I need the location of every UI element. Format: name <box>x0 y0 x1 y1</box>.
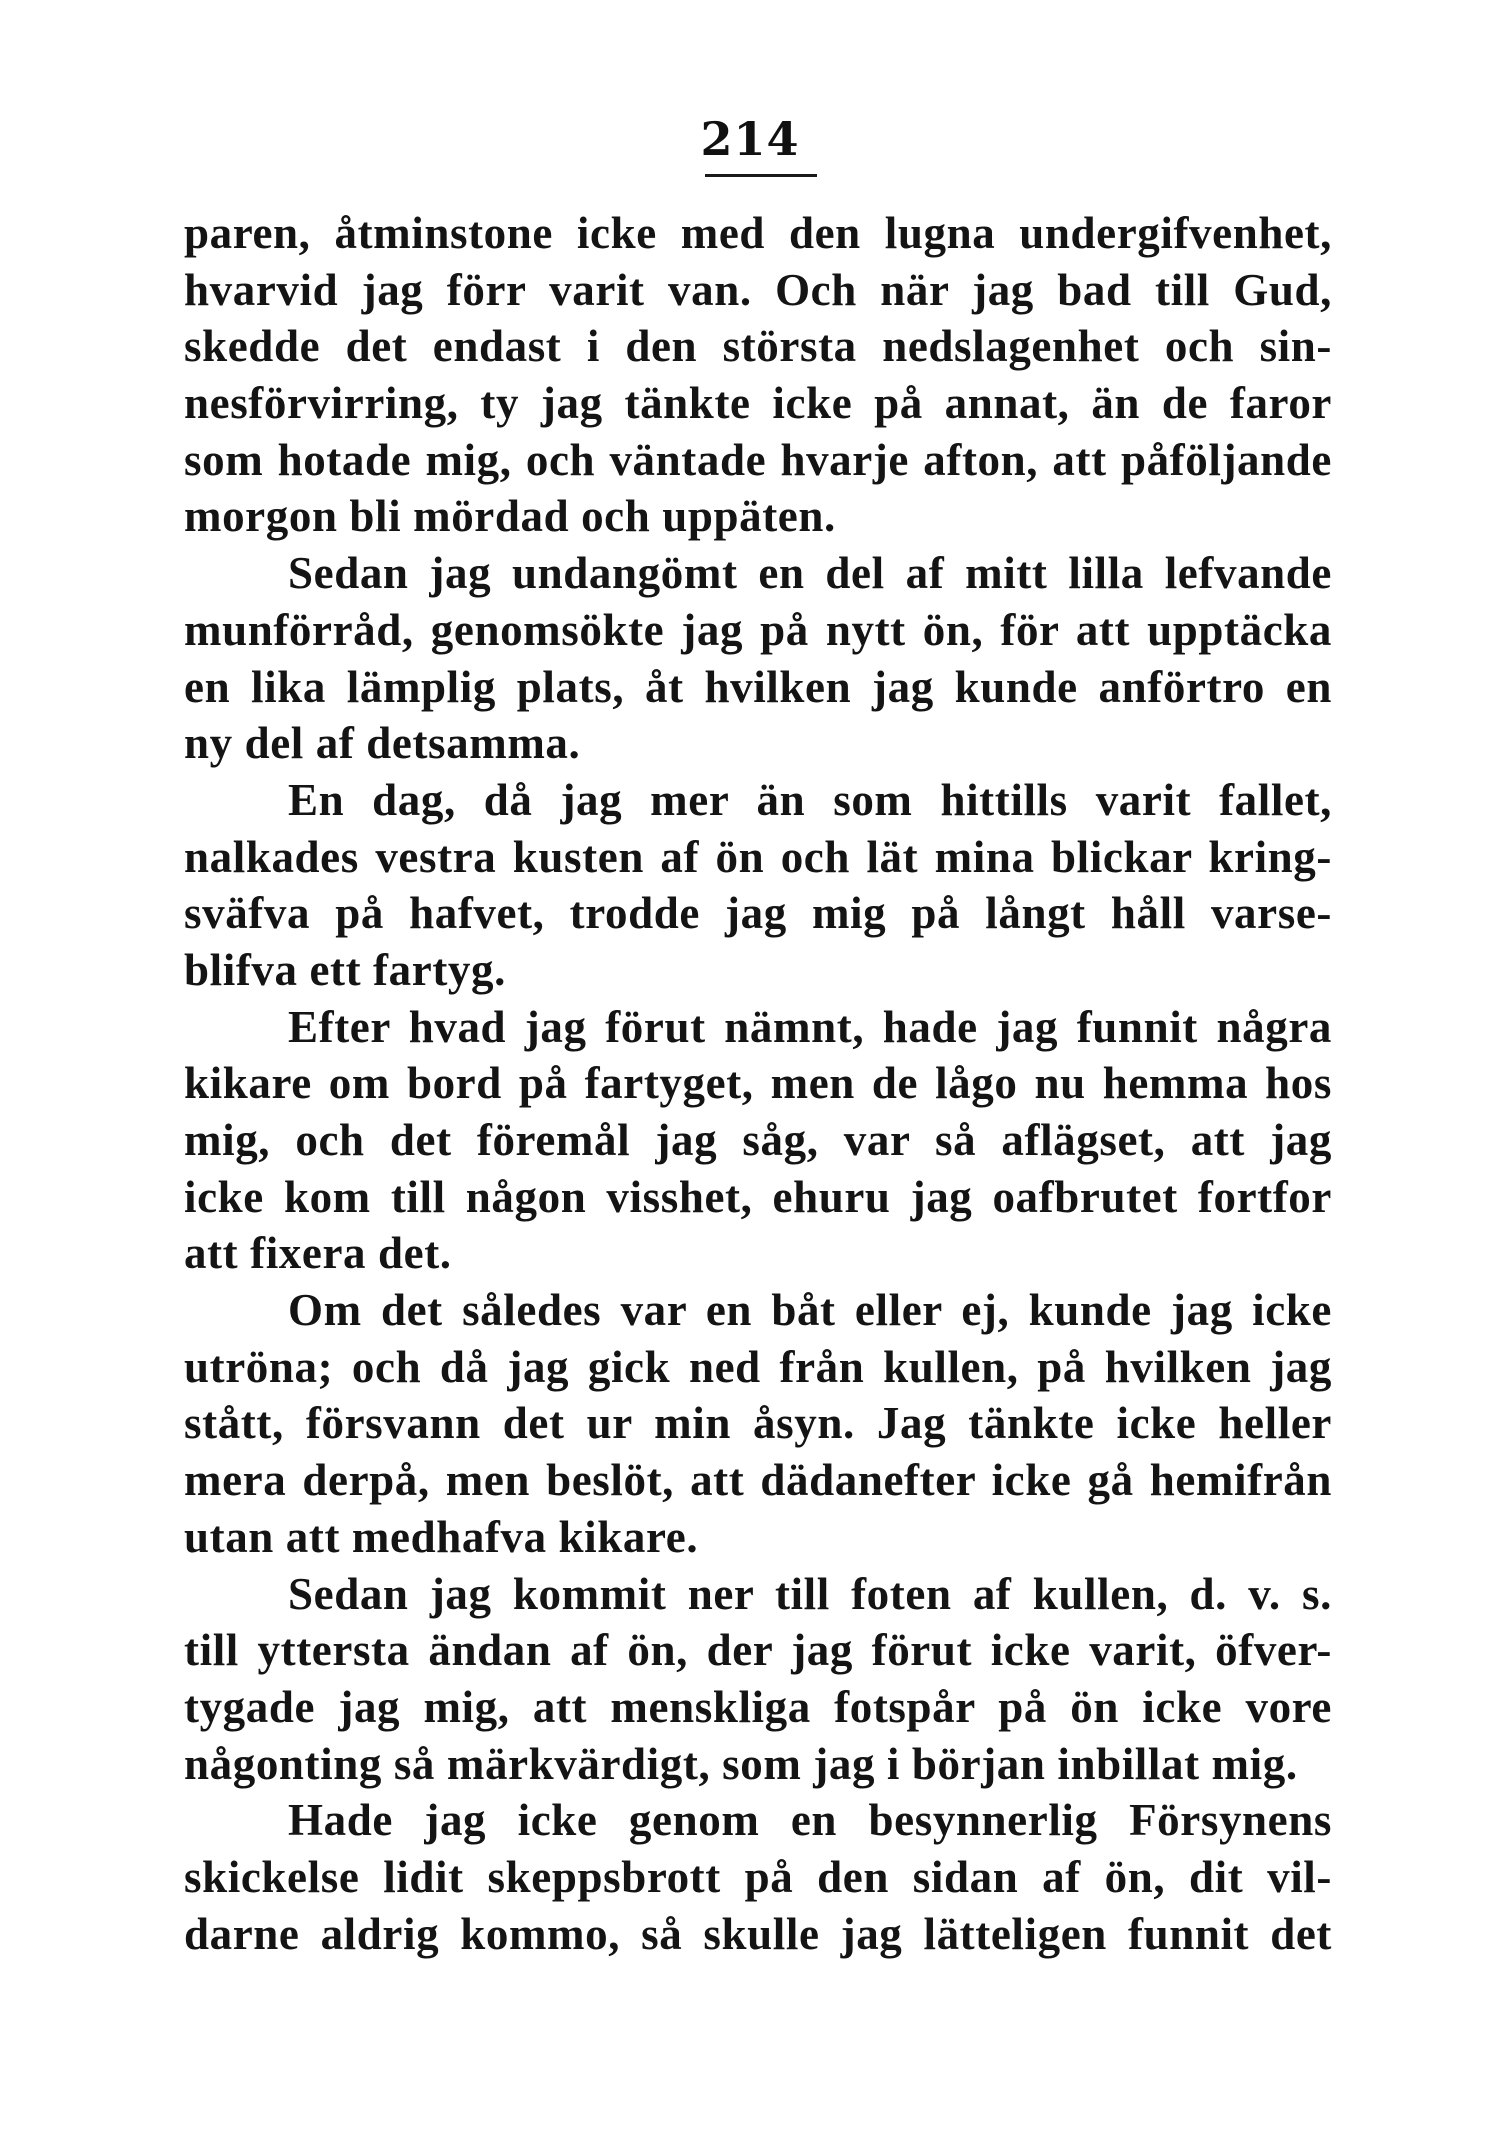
page-number-rule <box>705 174 817 177</box>
text-line: paren, åtminstone icke med den lugna undergifvenhet, <box>184 208 1332 258</box>
text-line: att fixera det. <box>184 1228 452 1279</box>
text-line: nalkades vestra kusten af ön och lät mina blickar kring- <box>184 831 1332 882</box>
text-line: icke kom till någon visshet, ehuru jag oafbrutet fortfor <box>184 1171 1332 1222</box>
paragraph-first-line: Efter hvad jag förut nämnt, hade jag funnit några <box>288 1001 1332 1052</box>
paragraph-first-line: Sedan jag undangömt en del af mitt lilla lefvande <box>288 548 1332 599</box>
text-line: skickelse lidit skeppsbrott på den sidan af ön, dit vil- <box>184 1851 1332 1902</box>
text-line: sväfva på hafvet, trodde jag mig på långt håll varse- <box>184 888 1332 939</box>
text-line: som hotade mig, och väntade hvarje afton, att påföljande <box>184 434 1332 485</box>
text-line: en lika lämplig plats, åt hvilken jag kunde anförtro en <box>184 661 1332 712</box>
body-text <box>184 205 1332 1962</box>
text-line: ny del af detsamma. <box>184 718 581 769</box>
text-line: stått, försvann det ur min åsyn. Jag tänkte icke heller <box>184 1398 1332 1449</box>
text-line: nesförvirring, ty jag tänkte icke på annat, än de faror <box>184 378 1332 429</box>
text-line: blifva ett fartyg. <box>184 944 506 995</box>
text-line: mera derpå, men beslöt, att dädanefter icke gå hemifrån <box>184 1455 1332 1506</box>
text-line: utröna; och då jag gick ned från kullen, på hvilken jag <box>184 1341 1332 1392</box>
text-line: tygade jag mig, att menskliga fotspår på ön icke vore <box>184 1681 1332 1732</box>
page-number: 214 <box>700 112 800 166</box>
text-line: hvarvid jag förr varit van. Och när jag bad till Gud, <box>184 264 1332 315</box>
text-line: kikare om bord på fartyget, men de lågo nu hemma hos <box>184 1058 1332 1109</box>
text-line: mig, och det föremål jag såg, var så aflägset, att jag <box>184 1115 1332 1165</box>
text-line: skedde det endast i den största nedslagenhet och sin- <box>184 321 1332 372</box>
paragraph-first-line: Om det således var en båt eller ej, kunde jag icke <box>288 1285 1332 1336</box>
text-line: till yttersta ändan af ön, der jag förut icke varit, öfver- <box>184 1625 1332 1676</box>
text-line: morgon bli mördad och uppäten. <box>184 491 836 542</box>
paragraph-first-line: Hade jag icke genom en besynnerlig Försynens <box>288 1795 1332 1846</box>
text-line: darne aldrig kommo, så skulle jag lätteligen funnit det <box>184 1908 1332 1959</box>
text-line: någonting så märkvärdigt, som jag i början inbillat mig. <box>184 1738 1298 1789</box>
paragraph-first-line: En dag, då jag mer än som hittills varit fallet, <box>288 774 1332 825</box>
text-line: utan att medhafva kikare. <box>184 1511 699 1562</box>
text-line: munförråd, genomsökte jag på nytt ön, för att upptäcka <box>184 604 1332 655</box>
paragraph-first-line: Sedan jag kommit ner till foten af kullen, d. v. s. <box>288 1568 1332 1619</box>
